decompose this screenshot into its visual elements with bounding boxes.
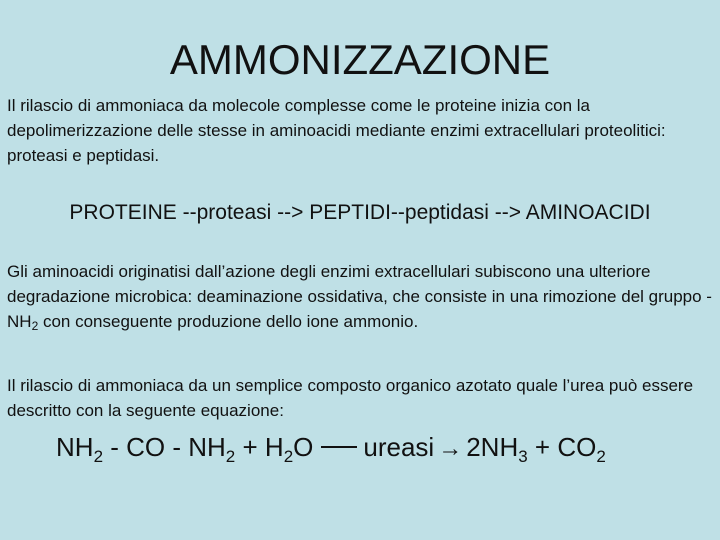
paragraph-intro: Il rilascio di ammoniaca da molecole complesse come le proteine inizia con la depolimerizzazione delle stesse in aminoacidi mediante enzimi extracellulari proteolitici: proteasi e peptidasi. — [7, 96, 666, 165]
eq-term: - CO - NH — [103, 432, 226, 462]
eq-subscript: 3 — [518, 447, 528, 466]
paragraph-urea: Il rilascio di ammoniaca da un semplice composto organico azotato quale l’urea può essere descritto con la seguente equazione: — [7, 376, 694, 420]
eq-catalyst: ureasi — [363, 432, 435, 462]
eq-term: NH — [56, 432, 94, 462]
reaction-line — [321, 446, 357, 448]
eq-subscript: 2 — [283, 447, 294, 466]
urea-equation — [56, 430, 716, 474]
eq-term: O — [293, 432, 314, 462]
eq-term: + H — [235, 432, 284, 462]
slide-title: AMMONIZZAZIONE — [169, 36, 551, 83]
eq-subscript: 2 — [596, 447, 606, 466]
eq-subscript: 2 — [93, 447, 104, 466]
reaction-arrow-icon: → — [438, 435, 463, 462]
eq-subscript: 2 — [225, 447, 236, 466]
protein-degradation-reaction: PROTEINE --proteasi --> PEPTIDI--peptidasi --> AMINOACIDI — [69, 201, 651, 224]
nh2-subscript: 2 — [31, 319, 39, 333]
eq-term: 2NH — [466, 432, 519, 462]
paragraph-deamination — [7, 259, 715, 339]
paragraph-deamination-end: con conseguente produzione dello ione ammonio. — [38, 312, 419, 331]
eq-term: + CO — [527, 432, 597, 462]
paragraph-deamination-text: Gli aminoacidi originatisi dall’azione degli enzimi extracellulari subiscono una ulteriore degradazione microbica: deaminazione ossidativa, che consiste in una rimozione del gruppo -NH — [7, 262, 712, 331]
